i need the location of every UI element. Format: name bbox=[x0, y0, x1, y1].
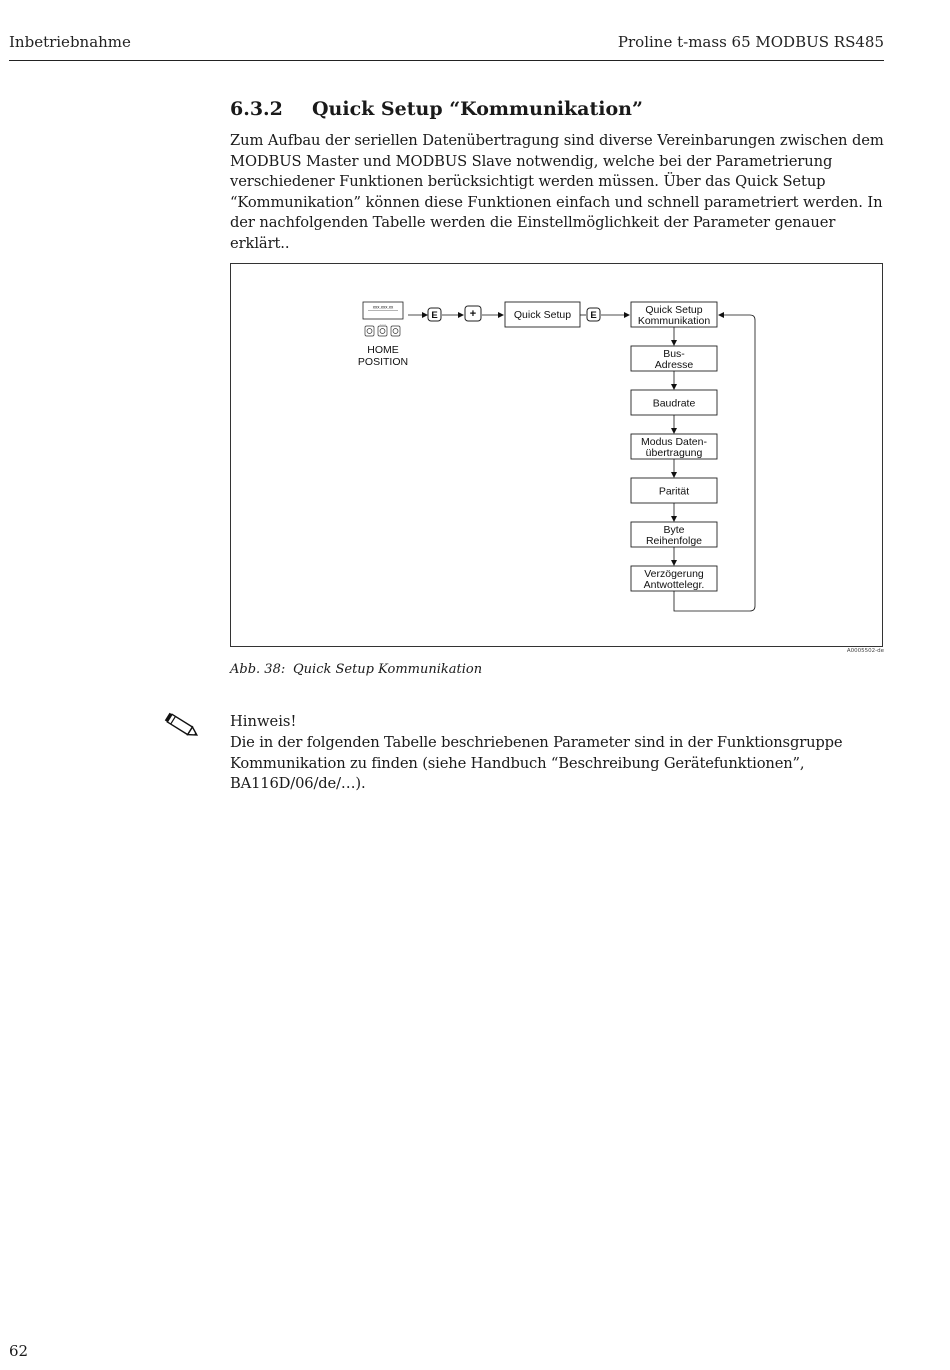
e-key-icon bbox=[587, 308, 600, 321]
header-rule bbox=[9, 60, 884, 61]
quick-setup-label: Quick Setup bbox=[513, 309, 572, 321]
running-header-chapter: Inbetriebnahme bbox=[9, 33, 131, 51]
step-5-box bbox=[631, 478, 717, 503]
running-header-product: Proline t-mass 65 MODBUS RS485 bbox=[617, 33, 884, 51]
note-text: Die in der folgenden Tabelle beschriebenen Parameter sind in der Funktionsgruppe Kommunikation zu finden (siehe Handbuch “Beschreibung Gerätefunktionen”, BA116D/06/de/…). bbox=[230, 734, 843, 792]
svg-text:- - -: - - - bbox=[380, 322, 386, 326]
svg-text:+: + bbox=[469, 308, 477, 320]
step-1-line-2: Kommunikation bbox=[637, 315, 711, 327]
step-7-box bbox=[631, 566, 717, 591]
step-3-box bbox=[631, 390, 717, 415]
page-number: 62 bbox=[9, 1342, 29, 1360]
step-1-line-1: Quick Setup bbox=[645, 304, 703, 316]
step-7-line-1: Verzögerung bbox=[644, 568, 704, 580]
plus-key-icon bbox=[465, 306, 481, 321]
home-position-line-2: POSITION bbox=[357, 356, 409, 368]
caption-text: Quick Setup Kommunikation bbox=[293, 662, 483, 677]
e-key-icon bbox=[428, 308, 441, 321]
step-2-box bbox=[631, 346, 717, 371]
local-display-icon bbox=[363, 302, 403, 336]
step-4-line-2: übertragung bbox=[645, 447, 703, 459]
section-number: 6.3.2 bbox=[230, 98, 283, 120]
pencil-icon bbox=[163, 712, 203, 742]
display-readout: xxx.xxx.xx bbox=[372, 304, 394, 310]
figure-caption bbox=[230, 662, 482, 677]
step-2-line-2: Adresse bbox=[654, 359, 694, 371]
step-3-line-1: Baudrate bbox=[652, 397, 696, 410]
caption-label: Abb. 38: bbox=[230, 662, 286, 677]
home-position-line-1: HOME bbox=[367, 344, 399, 356]
step-1-box bbox=[631, 302, 717, 327]
note-title: Hinweis! bbox=[230, 713, 297, 730]
svg-text:E: E bbox=[590, 310, 597, 321]
step-4-box bbox=[631, 434, 717, 459]
section-heading bbox=[230, 98, 643, 120]
step-4-line-1: Modus Daten- bbox=[641, 436, 707, 448]
svg-text:E: E bbox=[431, 310, 438, 321]
section-title: Quick Setup “Kommunikation” bbox=[312, 98, 643, 120]
figure-code: A0005502-de bbox=[846, 648, 884, 654]
operating-keys-icon bbox=[365, 326, 400, 336]
diagram-canvas bbox=[231, 264, 884, 648]
step-5-line-1: Parität bbox=[658, 485, 690, 498]
step-7-line-2: Antwottelegr. bbox=[643, 579, 705, 591]
step-2-line-1: Bus- bbox=[663, 348, 685, 360]
quick-setup-diagram bbox=[230, 263, 883, 647]
intro-paragraph: Zum Aufbau der seriellen Datenübertragung sind diverse Vereinbarungen zwischen dem MODBUS Master und MODBUS Slave notwendig, welche bei der Parametrierung verschiedener Funktionen berücksichtigt werden müssen. Über das Quick Setup “Kommunikation” können diese Funktionen einfach und schnell parametriert werden. In der nachfolgenden Tabelle werden die Einstellmöglichkeit der Parameter genauer erklärt.. bbox=[230, 132, 884, 252]
step-6-line-2: Reihenfolge bbox=[645, 535, 703, 547]
step-6-line-1: Byte bbox=[663, 524, 685, 536]
step-6-box bbox=[631, 522, 717, 547]
